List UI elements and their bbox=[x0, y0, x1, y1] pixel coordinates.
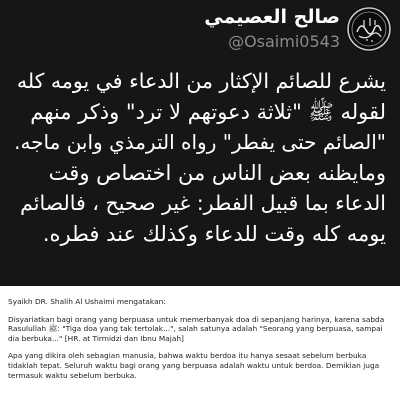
caption-paragraph: Syaikh DR. Shalih Al Ushaimi mengatakan: bbox=[8, 297, 166, 306]
tweet-line: الدعاء بما قبيل الفطر: غير صحيح ، فالصائم bbox=[20, 191, 386, 215]
avatar[interactable] bbox=[346, 6, 392, 52]
tweet-line: يومه كله وقت للدعاء وكذلك عند فطره. bbox=[42, 221, 386, 246]
tweet-line: يشرع للصائم الإكثار من الدعاء في يومه كله bbox=[16, 69, 386, 93]
tweet-line: ومايظنه بعض الناس من اختصاص وقت bbox=[48, 160, 386, 185]
tweet-line: "الصائم حتى يفطر" رواه الترمذي وابن ماجه. bbox=[14, 130, 386, 154]
caption-paragraph: Apa yang dikira oleh sebagian manusia, bahwa waktu berdoa itu hanya sesaat sebelum berbuka tidaklah tepat. Seluruh waktu bagi orang yang berpuasa adalah waktu untuk berdoa. Demikian juga termasuk waktu sebelum berbuka. bbox=[8, 351, 380, 380]
translation-caption bbox=[8, 297, 392, 388]
author-name[interactable]: صالح العصيمي bbox=[204, 6, 340, 28]
caption-paragraph: Disyariatkan bagi orang yang berpuasa untuk memerbanyak doa di sepanjang harinya, karena sabda Rasulullah ﷺ: "Tiga doa yang tak tertolak...", salah satunya adalah "Seorang yang berpuasa, sampai dia berbuka..." [HR. at Tirmidzi dan Ibnu Majah] bbox=[8, 314, 385, 343]
tweet-line: لقوله ﷺ "ثلاثة دعوتهم لا ترد" وذكر منهم bbox=[30, 99, 386, 124]
calligraphy-seal-icon bbox=[346, 6, 392, 52]
author-handle[interactable]: @Osaimi0543 bbox=[228, 32, 340, 51]
tweet-text bbox=[14, 66, 386, 249]
